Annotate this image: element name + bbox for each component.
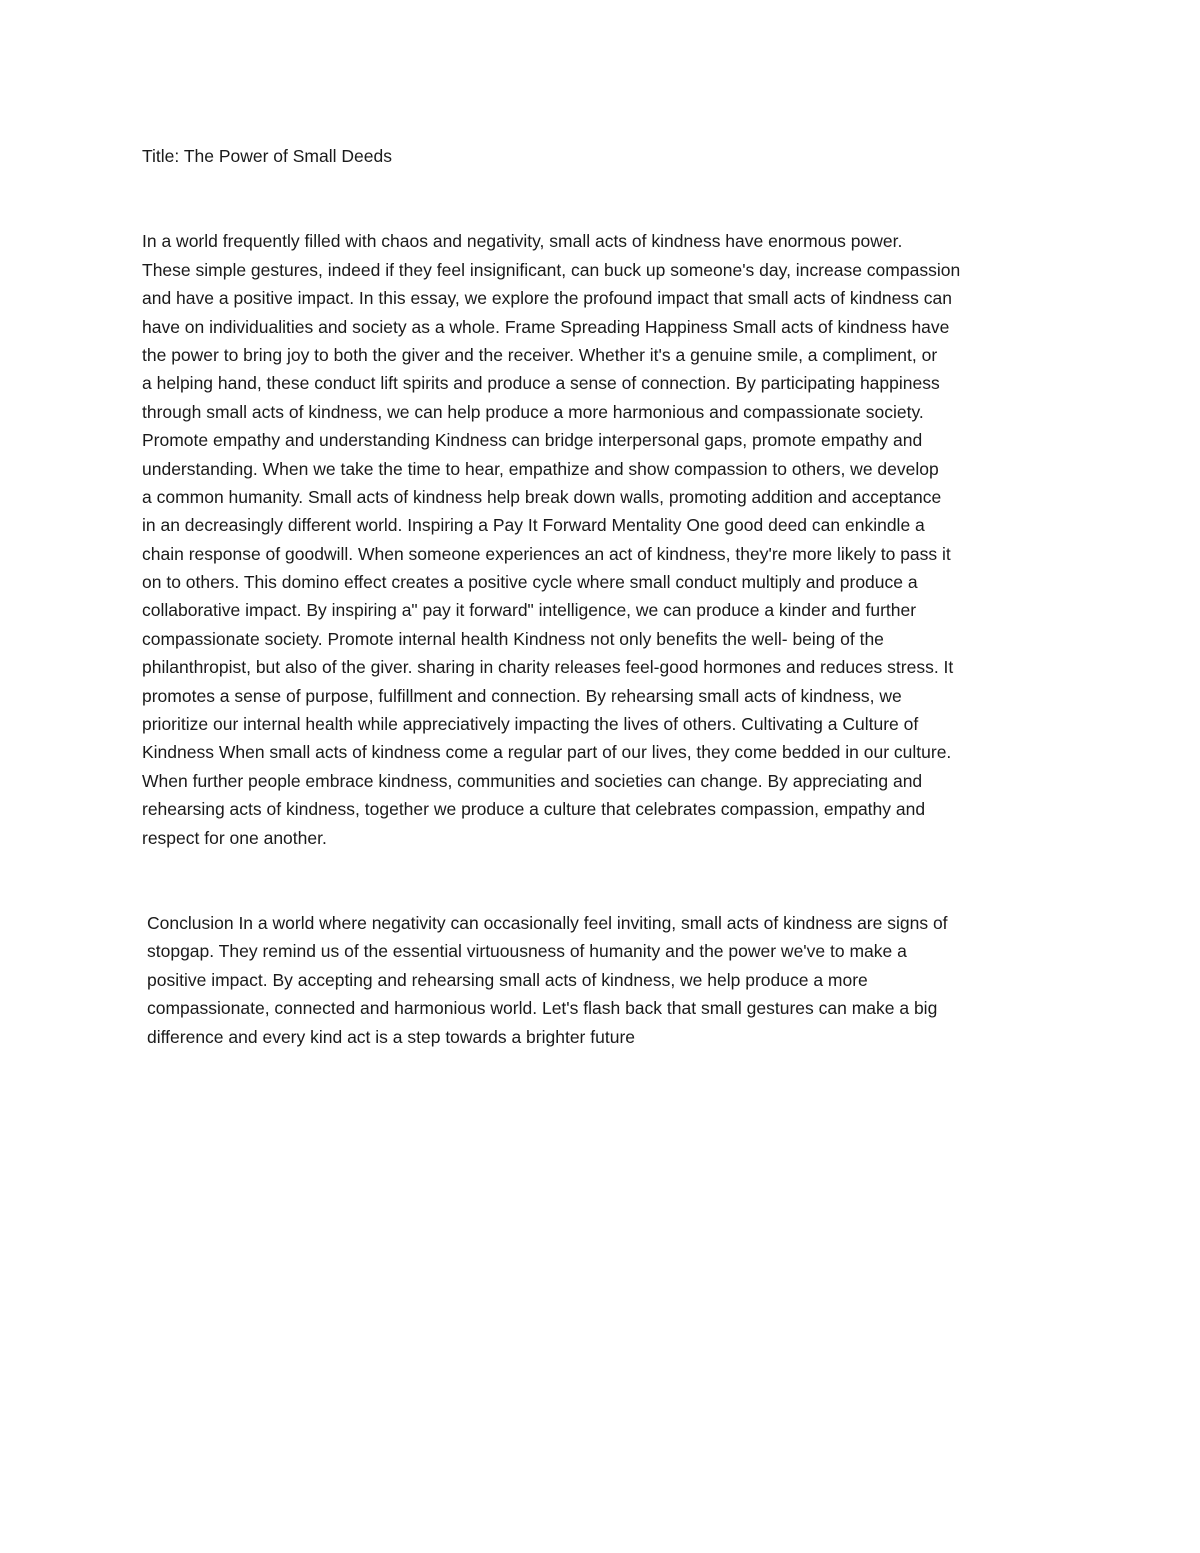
body-line: and have a positive impact. In this essay, we explore the profound impact that small acts of kindness can [142, 288, 952, 309]
conclusion-line: positive impact. By accepting and rehearsing small acts of kindness, we help produce a more [147, 969, 868, 990]
body-line: Kindness When small acts of kindness come a regular part of our lives, they come bedded in our culture. [142, 742, 952, 763]
body-line: When further people embrace kindness, communities and societies can change. By appreciating and [142, 770, 923, 791]
body-line: prioritize our internal health while appreciatively impacting the lives of others. Cultivating a Culture of [142, 714, 919, 735]
body-line: understanding. When we take the time to hear, empathize and show compassion to others, we develop [142, 458, 939, 479]
document-title: Title: The Power of Small Deeds [142, 146, 392, 166]
conclusion-line: difference and every kind act is a step towards a brighter future [147, 1026, 636, 1047]
conclusion-line: Conclusion In a world where negativity can occasionally feel inviting, small acts of kindness are signs of [147, 912, 948, 933]
body-line: through small acts of kindness, we can help produce a more harmonious and compassionate society. [142, 401, 924, 422]
body-line: in an decreasingly different world. Inspiring a Pay It Forward Mentality One good deed can enkindle a [142, 515, 925, 536]
body-line: In a world frequently filled with chaos and negativity, small acts of kindness have enormous power. [142, 231, 903, 252]
body-line: These simple gestures, indeed if they feel insignificant, can buck up someone's day, increase compassion [142, 259, 961, 280]
body-line: Promote empathy and understanding Kindness can bridge interpersonal gaps, promote empathy and [142, 430, 923, 451]
body-line: respect for one another. [142, 827, 327, 848]
body-line: promotes a sense of purpose, fulfillment and connection. By rehearsing small acts of kindness, we [142, 685, 902, 706]
body-line: have on individualities and society as a whole. Frame Spreading Happiness Small acts of kindness have [142, 316, 950, 337]
body-line: collaborative impact. By inspiring a" pay it forward" intelligence, we can produce a kinder and further [142, 600, 917, 621]
body-line: on to others. This domino effect creates a positive cycle where small conduct multiply and produce a [142, 572, 918, 593]
body-line: the power to bring joy to both the giver and the receiver. Whether it's a genuine smile, a compliment, or [142, 344, 938, 365]
body-line: rehearsing acts of kindness, together we produce a culture that celebrates compassion, empathy and [142, 799, 926, 820]
conclusion-line: compassionate, connected and harmonious world. Let's flash back that small gestures can make a big [147, 998, 938, 1019]
body-line: chain response of goodwill. When someone experiences an act of kindness, they're more likely to pass it [142, 543, 951, 564]
conclusion-paragraph [142, 909, 1062, 1051]
body-line: philanthropist, but also of the giver. sharing in charity releases feel-good hormones and reduces stress. It [142, 657, 954, 678]
body-paragraph [142, 227, 1062, 852]
conclusion-line: stopgap. They remind us of the essential virtuousness of humanity and the power we've to make a [147, 941, 907, 962]
body-line: a helping hand, these conduct lift spirits and produce a sense of connection. By participating happiness [142, 373, 940, 394]
body-line: a common humanity. Small acts of kindness help break down walls, promoting addition and acceptance [142, 486, 942, 507]
body-line: compassionate society. Promote internal health Kindness not only benefits the well- being of the [142, 628, 884, 649]
document-content [142, 142, 1062, 1051]
